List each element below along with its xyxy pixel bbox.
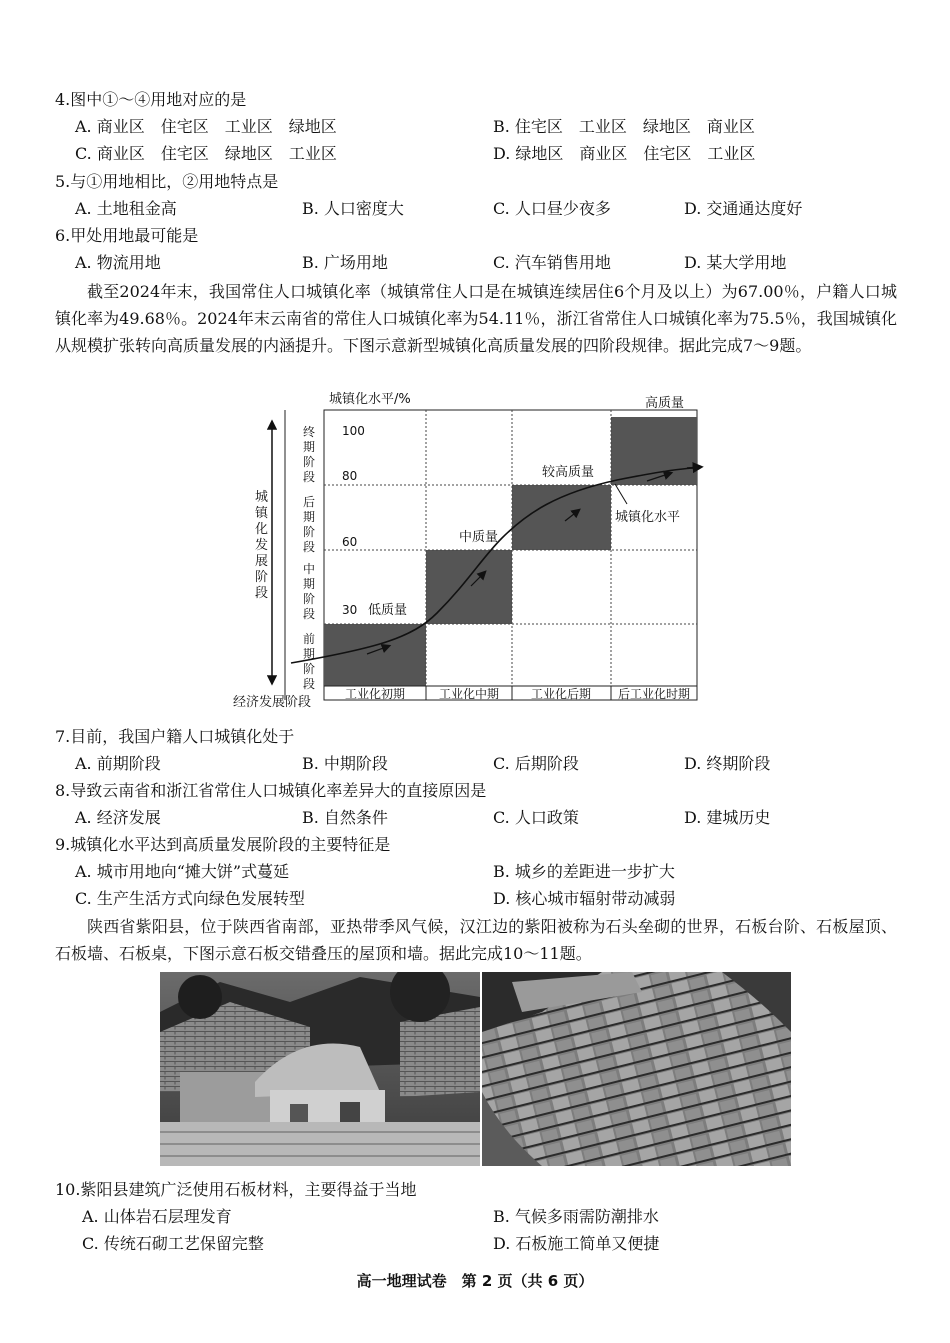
q10-option-a: A. 山体岩石层理发育	[82, 1207, 232, 1226]
q8-option-b: B. 自然条件	[302, 808, 388, 827]
stage-label-final: 终期阶段	[302, 425, 316, 484]
stone-wall-photo	[482, 972, 791, 1166]
quality-box-mid	[426, 550, 512, 624]
q9-option-b: B. 城乡的差距进一步扩大	[493, 862, 675, 881]
quality-label-low: 低质量	[368, 603, 408, 618]
q7-option-b: B. 中期阶段	[302, 754, 388, 773]
passage-ziyang-text: 陕西省紫阳县，位于陕西省南部，亚热带季风气候，汉江边的紫阳被称为石头垒砌的世界，石板台阶、石板屋顶、石板墙、石板桌，下图示意石板交错叠压的屋顶和墙。据此完成10～11题。	[55, 917, 897, 963]
q8-option-a: A. 经济发展	[75, 808, 161, 827]
stage-label-middle: 中期阶段	[302, 562, 316, 621]
q5-option-a: A. 土地租金高	[75, 199, 177, 218]
q6-stem: 6.甲处用地最可能是	[55, 226, 199, 245]
q7-option-a: A. 前期阶段	[75, 754, 161, 773]
y-tick-60: 60	[342, 535, 358, 549]
q9-option-d: D. 核心城市辐射带动减弱	[493, 889, 676, 908]
q4-option-b: B. 住宅区 工业区 绿地区 商业区	[493, 117, 755, 136]
stage-side-label: 城镇化发展阶段	[255, 490, 269, 601]
x-cat-mid-industrial: 工业化中期	[438, 687, 500, 701]
q7-option-c: C. 后期阶段	[493, 754, 579, 773]
quality-box-top	[611, 417, 697, 485]
q6-option-b: B. 广场用地	[302, 253, 388, 272]
curve-label: 城镇化水平	[615, 510, 681, 525]
q8-option-d: D. 建城历史	[684, 808, 771, 827]
passage-urbanization	[55, 278, 897, 359]
q5-option-b: B. 人口密度大	[302, 199, 404, 218]
stone-house-photo	[160, 972, 480, 1166]
q7-option-d: D. 终期阶段	[684, 754, 771, 773]
q6-option-d: D. 某大学用地	[684, 253, 787, 272]
urbanization-stage-chart	[227, 388, 727, 718]
q10-option-c: C. 传统石砌工艺保留完整	[82, 1234, 264, 1253]
q4-option-a: A. 商业区 住宅区 工业区 绿地区	[75, 117, 337, 136]
q5-option-d: D. 交通通达度好	[684, 199, 803, 218]
q9-option-a: A. 城市用地向“摊大饼”式蔓延	[75, 862, 290, 881]
q5-stem: 5.与①用地相比，②用地特点是	[55, 172, 279, 191]
q8-stem: 8.导致云南省和浙江省常住人口城镇化率差异大的直接原因是	[55, 781, 487, 800]
passage-ziyang	[55, 913, 897, 967]
q5-option-c: C. 人口昼少夜多	[493, 199, 611, 218]
q8-option-c: C. 人口政策	[493, 808, 579, 827]
q4-option-d: D. 绿地区 商业区 住宅区 工业区	[493, 144, 756, 163]
x-cat-late-industrial: 工业化后期	[530, 687, 592, 701]
q9-stem: 9.城镇化水平达到高质量发展阶段的主要特征是	[55, 835, 391, 854]
page-footer: 高一地理试卷 第 2 页（共 6 页）	[356, 1272, 594, 1290]
q9-option-c: C. 生产生活方式向绿色发展转型	[75, 889, 305, 908]
y-axis-title: 城镇化水平/%	[329, 392, 411, 407]
q6-option-c: C. 汽车销售用地	[493, 253, 611, 272]
stage-label-late: 后期阶段	[302, 495, 316, 554]
y-tick-80: 80	[342, 469, 358, 483]
quality-box-low	[324, 624, 426, 686]
q4-stem: 4.图中①～④用地对应的是	[55, 90, 247, 109]
q10-option-b: B. 气候多雨需防潮排水	[493, 1207, 659, 1226]
q7-stem: 7.目前，我国户籍人口城镇化处于	[55, 727, 295, 746]
q10-option-d: D. 石板施工简单又便捷	[493, 1234, 660, 1253]
x-cat-early-industrial: 工业化初期	[344, 687, 406, 701]
stage-label-early: 前期阶段	[302, 632, 316, 691]
q6-option-a: A. 物流用地	[75, 253, 161, 272]
x-cat-post-industrial: 后工业化时期	[617, 687, 691, 701]
quality-label-mid: 中质量	[459, 530, 499, 545]
q10-stem: 10.紫阳县建筑广泛使用石板材料，主要得益于当地	[55, 1180, 417, 1199]
q4-option-c: C. 商业区 住宅区 绿地区 工业区	[75, 144, 337, 163]
quality-label-higher: 较高质量	[542, 465, 595, 480]
passage-urbanization-text: 截至2024年末，我国常住人口城镇化率（城镇常住人口是在城镇连续居住6个月及以上）为67.00％，户籍人口城镇化率为49.68％。2024年末云南省的常住人口城镇化率为54.11％，浙江省常住人口城镇化率为75.5％，我国城镇化从规模扩张转向高质量发展的内涵提升。下图示意新型城镇化高质量发展的四阶段规律。据此完成7～9题。	[55, 282, 897, 355]
quality-label-high: 高质量	[645, 396, 685, 411]
y-tick-30: 30	[342, 603, 358, 617]
x-axis-title: 经济发展阶段	[233, 695, 312, 710]
y-tick-100: 100	[342, 424, 365, 438]
